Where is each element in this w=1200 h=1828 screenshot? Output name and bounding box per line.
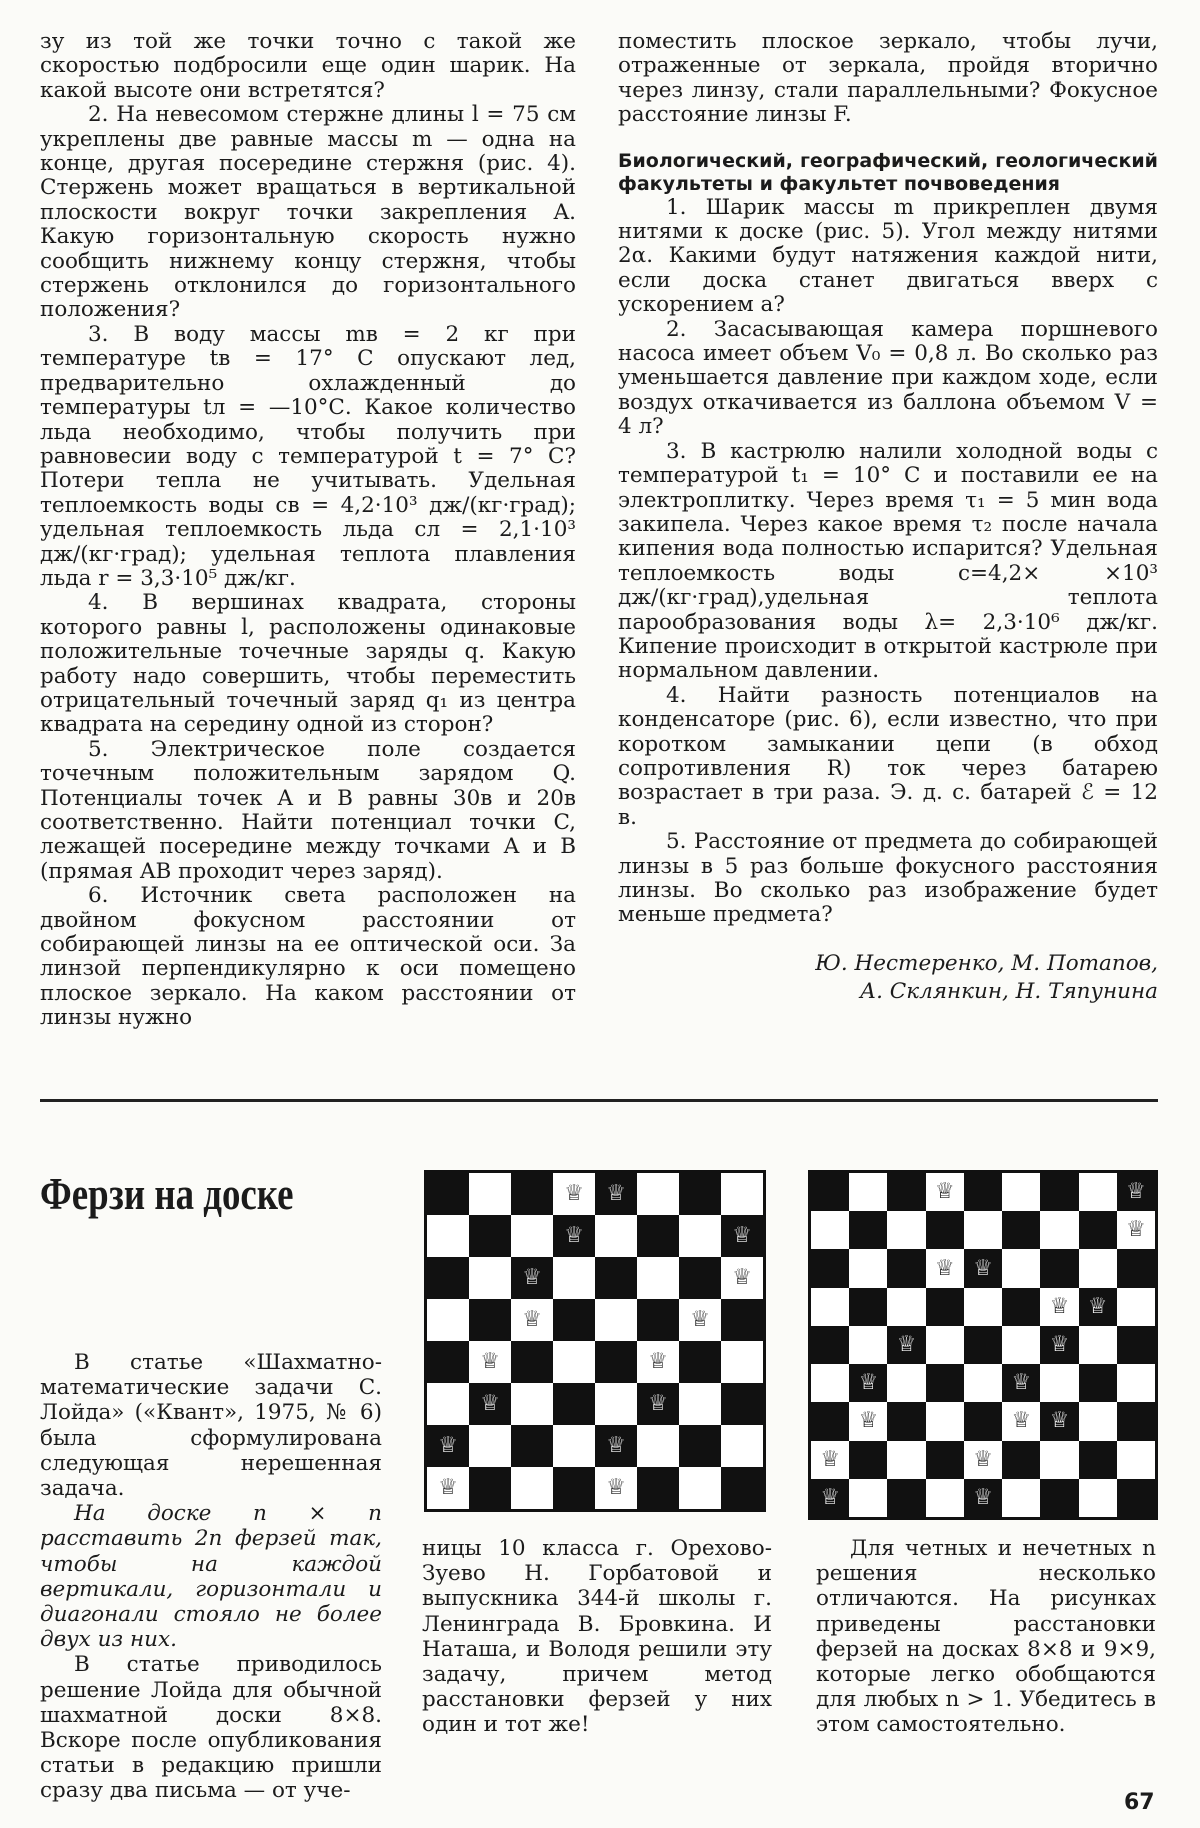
queen-icon: ♕: [1087, 1293, 1108, 1319]
queen-icon: ♕: [438, 1475, 458, 1500]
board-square: [1079, 1402, 1117, 1440]
board-square: [511, 1383, 553, 1425]
board-square: [1002, 1288, 1040, 1326]
board-square: [926, 1364, 964, 1402]
board-square: [469, 1467, 511, 1509]
board-square: [1079, 1249, 1117, 1287]
board-square: [964, 1211, 1002, 1249]
board-square: [849, 1249, 887, 1287]
problem-3: 3. В кастрюлю налили холодной воды с температурой t₁ = 10° С и поставили ее на электроплитку. Через время τ₁ = 5 мин вода закипела. Через какое время τ₂ после начала кипения вода полностью испарится? Удельная теплоемкость воды c=4,2× ×10³ дж/(кг·град),удельная теплота парообразования воды λ= 2,3·10⁶ дж/кг. Кипение происходит в открытой кастрюле при нормальном давлении.: [618, 438, 1158, 684]
board-square: [637, 1215, 679, 1257]
paragraph: В статье приводилось решение Лойда для обычной шахматной доски 8×8. Вскоре после опубликования статьи в редакцию пришли сразу два письма — от уче-: [40, 1652, 382, 1804]
queen-icon: ♕: [1049, 1293, 1070, 1319]
board-square: [1079, 1173, 1117, 1211]
article-column-1: [40, 1350, 382, 1804]
board-square: [926, 1211, 964, 1249]
board-square: [637, 1299, 679, 1341]
board-square: [553, 1257, 595, 1299]
board-square: [887, 1364, 925, 1402]
board-square: [427, 1383, 469, 1425]
board-square: [553, 1467, 595, 1509]
board-square: [595, 1341, 637, 1383]
board-square: [811, 1364, 849, 1402]
board-square: [1002, 1326, 1040, 1364]
board-square: [427, 1299, 469, 1341]
board-square: [553, 1425, 595, 1467]
board-square: [469, 1425, 511, 1467]
queen-icon: ♕: [1011, 1370, 1032, 1396]
board-square: [926, 1479, 964, 1517]
queen-icon: ♕: [732, 1265, 752, 1290]
board-square: [721, 1299, 763, 1341]
board-square: [849, 1211, 887, 1249]
board-square: [811, 1288, 849, 1326]
board-square: [849, 1288, 887, 1326]
board-square: [964, 1326, 1002, 1364]
queen-icon: ♕: [934, 1255, 955, 1281]
board-square: [926, 1402, 964, 1440]
board-square: [721, 1467, 763, 1509]
left-column: [40, 30, 576, 1031]
board-square: [811, 1402, 849, 1440]
italic-problem-statement: [40, 1501, 382, 1652]
queen-icon: ♕: [480, 1349, 500, 1374]
board-square: [1079, 1364, 1117, 1402]
board-square: [1117, 1402, 1155, 1440]
board-square: [964, 1402, 1002, 1440]
board-square: [926, 1288, 964, 1326]
board-square: [553, 1383, 595, 1425]
board-square: [849, 1441, 887, 1479]
queen-icon: ♕: [1011, 1408, 1032, 1434]
queen-icon: ♕: [973, 1484, 993, 1510]
board-square: [721, 1383, 763, 1425]
section-heading: Биологический, географический, геологический факультеты и факультет почвоведения: [618, 149, 1158, 195]
queen-icon: ♕: [648, 1391, 668, 1416]
board-square: [1002, 1173, 1040, 1211]
board-square: [1117, 1441, 1155, 1479]
queen-icon: ♕: [564, 1223, 584, 1248]
queen-icon: ♕: [1126, 1179, 1146, 1205]
paragraph: зу из той же точки точно с такой же скоростью подбросили еще один шарик. На какой высоте они встретятся?: [40, 29, 576, 103]
problem-3: 3. В воду массы mв = 2 кг при температуре tв = 17° С опускают лед, предварительно охлажденный до температуры tл = —10°С. Какое количество льда необходимо, чтобы получить при равновесии воду с температурой t = 7° С? Потери тепла не учитывать. Удельная теплоемкость воды cв = 4,2·10³ дж/(кг·град); удельная теплоемкость льда cл = 2,1·10³ дж/(кг·град); удельная теплота плавления льда r = 3,3·10⁵ дж/кг.: [40, 321, 576, 591]
paragraph: В статье «Шахматно-математические задачи С. Лойда» («Квант», 1975, № 6) была сформулирована следующая нерешенная задача.: [40, 1350, 382, 1502]
board-square: [469, 1215, 511, 1257]
board-square: [1079, 1211, 1117, 1249]
board-square: [887, 1479, 925, 1517]
board-square: [1117, 1364, 1155, 1402]
queen-icon: ♕: [606, 1475, 626, 1500]
board-square: [887, 1288, 925, 1326]
board-square: [849, 1479, 887, 1517]
board-square: [1079, 1479, 1117, 1517]
queen-icon: ♕: [480, 1391, 500, 1416]
board-square: [887, 1441, 925, 1479]
queen-icon: ♕: [732, 1223, 752, 1248]
article-column-2: ницы 10 класса г. Орехово-Зуево Н. Горбатовой и выпускника 344-й школы г. Ленинграда В. Бровкина. И Наташа, и Володя решили эту задачу, причем метод расстановки ферзей у них один и тот же!: [422, 1536, 772, 1738]
board-square: [595, 1257, 637, 1299]
board-square: [679, 1341, 721, 1383]
problem-2: 2. На невесомом стержне длины l = 75 см укреплены две равные массы m — одна на конце, другая посередине стержня (рис. 4). Стержень может вращаться в вертикальной плоскости вокруг точки закрепления A. Какую горизонтальную скорость нужно сообщить нижнему концу стержня, чтобы стержень отклонился до горизонтального положения?: [40, 102, 576, 323]
author-signature-line-1: Ю. Нестеренко, М. Потапов,: [815, 950, 1158, 976]
board-square: [849, 1173, 887, 1211]
board-square: [1117, 1479, 1155, 1517]
board-square: [511, 1215, 553, 1257]
board-square: [811, 1173, 849, 1211]
board-square: [679, 1215, 721, 1257]
chessboard-8x8: [424, 1170, 766, 1512]
board-square: [427, 1215, 469, 1257]
queen-icon: ♕: [438, 1433, 458, 1458]
author-signature-line-2: А. Склянкин, Н. Тяпунина: [859, 978, 1158, 1004]
board-square: [1040, 1441, 1078, 1479]
board-square: [721, 1173, 763, 1215]
board-square: [964, 1288, 1002, 1326]
page-number: 67: [1124, 1790, 1155, 1815]
right-column: [618, 30, 1158, 1006]
paragraph: Для четных и нечетных n решения несколько отличаются. На рисунках приведены расстановки ферзей на досках 8×8 и 9×9, которые легко обобщаются для любых n > 1. Убедитесь в этом самостоятельно.: [816, 1536, 1156, 1738]
article-column-3: [816, 1536, 1156, 1738]
board-square: [721, 1341, 763, 1383]
problem-5: 5. Электрическое поле создается точечным положительным зарядом Q. Потенциалы точек A и B равны 30в и 20в соответственно. Найти потенциал точки C, лежащей посередине между точками A и B (прямая AB проходит через заряд).: [40, 736, 576, 884]
queen-icon: ♕: [820, 1446, 840, 1472]
board-square: [811, 1249, 849, 1287]
board-square: [1040, 1249, 1078, 1287]
board-square: [427, 1341, 469, 1383]
board-square: [1002, 1441, 1040, 1479]
board-square: [469, 1299, 511, 1341]
board-square: [1002, 1479, 1040, 1517]
board-square: [1040, 1211, 1078, 1249]
board-square: [679, 1467, 721, 1509]
queen-icon: ♕: [1049, 1408, 1070, 1434]
chessboard-9x9: [808, 1170, 1158, 1520]
board-square: [887, 1249, 925, 1287]
board-square: [1117, 1326, 1155, 1364]
board-square: [849, 1326, 887, 1364]
queen-icon: ♕: [606, 1181, 626, 1206]
board-square: [553, 1341, 595, 1383]
board-square: [679, 1257, 721, 1299]
queen-icon: ♕: [690, 1307, 710, 1332]
board-square: [469, 1173, 511, 1215]
paragraph: поместить плоское зеркало, чтобы лучи, отраженные от зеркала, пройдя вторично через линзу, стали параллельными? Фокусное расстояние линзы F.: [618, 29, 1158, 128]
queen-icon: ♕: [522, 1265, 542, 1290]
board-square: [511, 1173, 553, 1215]
board-square: [595, 1215, 637, 1257]
board-square: [1002, 1249, 1040, 1287]
problem-5: 5. Расстояние от предмета до собирающей линзы в 5 раз больше фокусного расстояния линзы. Во сколько раз изображение будет меньше предмета?: [618, 829, 1158, 928]
queen-icon: ♕: [858, 1408, 879, 1434]
board-square: [1079, 1441, 1117, 1479]
board-square: [1040, 1479, 1078, 1517]
queen-icon: ♕: [564, 1181, 584, 1206]
queen-icon: ♕: [1126, 1217, 1146, 1243]
board-square: [511, 1341, 553, 1383]
board-square: [427, 1173, 469, 1215]
queen-icon: ♕: [606, 1433, 626, 1458]
queen-icon: ♕: [973, 1255, 993, 1281]
board-square: [637, 1173, 679, 1215]
board-square: [511, 1467, 553, 1509]
board-square: [679, 1173, 721, 1215]
queen-icon: ♕: [648, 1349, 668, 1374]
queen-icon: ♕: [522, 1307, 542, 1332]
board-square: [1117, 1288, 1155, 1326]
board-square: [637, 1467, 679, 1509]
article-title: Ферзи на доске: [40, 1169, 294, 1219]
problem-text: На доске n × n расставить 2n ферзей так, чтобы на каждой вертикали, горизонтали и диагонали стояло не более двух из них.: [40, 1501, 382, 1653]
queen-icon: ♕: [896, 1331, 917, 1357]
board-square: [964, 1173, 1002, 1211]
board-square: [721, 1425, 763, 1467]
board-square: [1040, 1364, 1078, 1402]
queen-icon: ♕: [973, 1446, 993, 1472]
board-square: [811, 1211, 849, 1249]
board-square: [964, 1364, 1002, 1402]
queen-icon: ♕: [934, 1179, 955, 1205]
problem-4: 4. Найти разность потенциалов на конденсаторе (рис. 6), если известно, что при коротком замыкании цепи (в обход сопротивления R) ток через батарею возрастает в три раза. Э. д. с. батарей ℰ = 12 в.: [618, 682, 1158, 830]
board-square: [926, 1441, 964, 1479]
board-square: [637, 1257, 679, 1299]
board-square: [926, 1326, 964, 1364]
queen-icon: ♕: [820, 1484, 840, 1510]
board-square: [811, 1326, 849, 1364]
board-square: [595, 1383, 637, 1425]
queen-icon: ♕: [1049, 1331, 1070, 1357]
board-square: [887, 1211, 925, 1249]
board-square: [595, 1299, 637, 1341]
board-square: [427, 1257, 469, 1299]
problem-4: 4. В вершинах квадрата, стороны которого равны l, расположены одинаковые положительные точечные заряды q. Какую работу надо совершить, чтобы переместить отрицательный точечный заряд q₁ из центра квадрата на середину одной из сторон?: [40, 590, 576, 738]
board-square: [469, 1257, 511, 1299]
queen-icon: ♕: [858, 1370, 879, 1396]
board-square: [887, 1173, 925, 1211]
board-square: [511, 1425, 553, 1467]
board-square: [637, 1425, 679, 1467]
board-square: [679, 1425, 721, 1467]
board-square: [1079, 1326, 1117, 1364]
board-square: [1117, 1249, 1155, 1287]
problem-2: 2. Засасывающая камера поршневого насоса имеет объем V₀ = 0,8 л. Во сколько раз уменьшается давление при каждом ходе, если воздух откачивается из баллона объемом V = 4 л?: [618, 316, 1158, 440]
problem-6: 6. Источник света расположен на двойном фокусном расстоянии от собирающей линзы на ее оптической оси. За линзой перпендикулярно к оси помещено плоское зеркало. На каком расстоянии от линзы нужно: [40, 883, 576, 1031]
board-square: [1040, 1173, 1078, 1211]
board-square: [887, 1402, 925, 1440]
board-square: [1002, 1211, 1040, 1249]
section-divider: [40, 1099, 1158, 1102]
board-square: [679, 1383, 721, 1425]
problem-1: 1. Шарик массы m прикреплен двумя нитями к доске (рис. 5). Угол между нитями 2α. Какими будут натяжения каждой нити, если доска станет двигаться вверх с ускорением a?: [618, 194, 1158, 318]
board-square: [553, 1299, 595, 1341]
